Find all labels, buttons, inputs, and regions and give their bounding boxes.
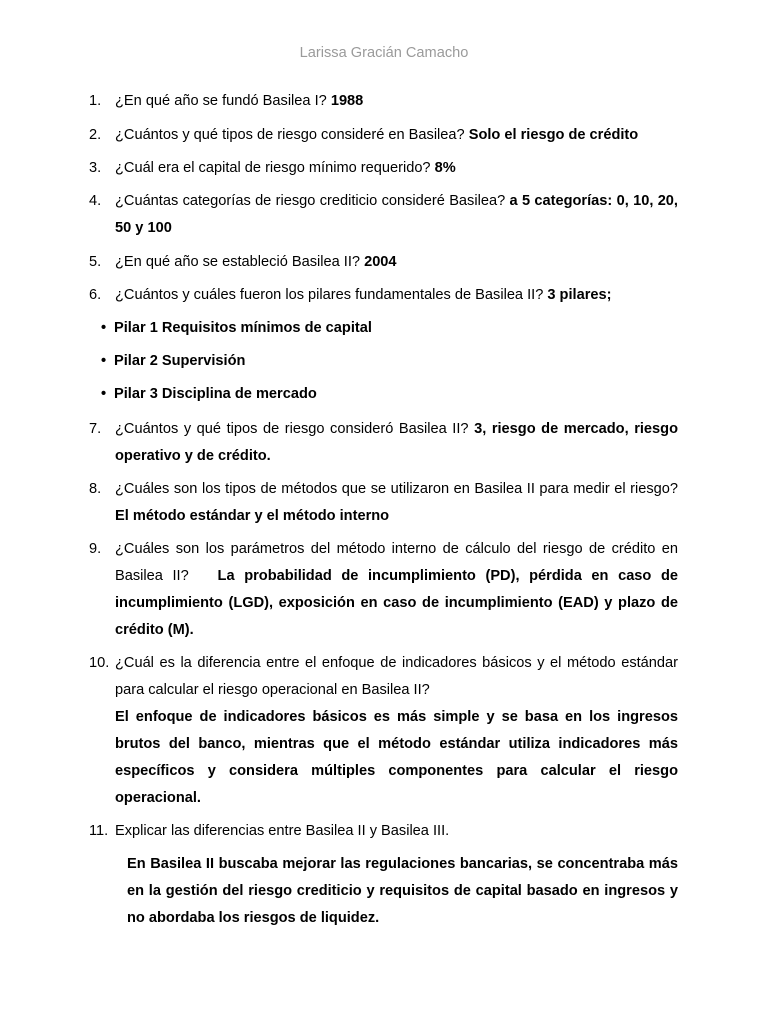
question-item-10 [89,650,678,812]
question-number: 5. [89,254,102,270]
bullet-icon: • [101,320,107,336]
bullet-icon: • [101,353,107,369]
question-number: 8. [89,481,102,497]
answer-text: 2004 [364,254,397,270]
question-item-1 [89,88,678,115]
question-item-7 [89,416,678,470]
pillar-bullet-1 [101,315,372,342]
answer-text: El enfoque de indicadores básicos es más simple y se basa en los ingresos brutos del banco, mientras que el método estándar utiliza indicadores más específicos y considera múltiples componentes para calcular el riesgo operacional. [115,709,678,806]
question-text: ¿Cuáles son los parámetros del método interno de cálculo del riesgo de crédito en Basilea II? [115,541,678,584]
question-text: ¿Cuántos y qué tipos de riesgo consideré en Basilea? [115,127,465,143]
question-item-3 [89,155,678,182]
answer-text: El método estándar y el método interno [115,508,390,524]
question-text: ¿Cuál era el capital de riesgo mínimo requerido? [115,160,431,176]
pillar-text: Pilar 1 Requisitos mínimos de capital [114,320,372,336]
pillar-bullet-3 [101,381,317,408]
question-number: 3. [89,160,102,176]
question-number: 2. [89,127,102,143]
question-item-2 [89,122,678,149]
answer-text: La probabilidad de incumplimiento (PD), pérdida en caso de incumplimiento (LGD), exposición en caso de incumplimiento (EAD) y plazo de crédito (M). [115,568,678,638]
answer-text: 8% [434,160,456,176]
question-number: 11. [89,823,109,839]
author-header: Larissa Gracián Camacho [299,45,469,61]
question-text: ¿En qué año se estableció Basilea II? [115,254,361,270]
pillar-text: Pilar 2 Supervisión [114,353,246,369]
answer-text: Solo el riesgo de crédito [468,127,639,143]
pillar-bullet-2 [101,348,245,375]
answer-text: a 5 categorías: 0, 10, 20, 50 y 100 [115,193,678,236]
question-number: 6. [89,287,102,303]
question-number: 10. [89,655,110,671]
question-item-5 [89,249,678,276]
answer-text: 1988 [330,93,364,109]
pillar-text: Pilar 3 Disciplina de mercado [114,386,317,402]
bullet-icon: • [101,386,107,402]
question-item-4 [89,188,678,242]
question-number: 9. [89,541,102,557]
question-item-9 [89,536,678,644]
question-item-8 [89,476,678,530]
question-text: Explicar las diferencias entre Basilea II y Basilea III. [115,823,450,839]
question-number: 4. [89,193,102,209]
question-text: ¿En qué año se fundó Basilea I? [115,93,327,109]
answer-text-11: En Basilea II buscaba mejorar las regulaciones bancarias, se concentraba más en la gestión del riesgo crediticio y requisitos de capital basado en ingresos y no abordaba los riesgos de liquidez. [127,856,678,926]
question-number: 7. [89,421,102,437]
answer-text: 3 pilares; [547,287,612,303]
question-text: ¿Cuántas categorías de riesgo crediticio consideré Basilea? [115,193,506,209]
question-text: ¿Cuáles son los tipos de métodos que se utilizaron en Basilea II para medir el riesgo? [115,481,678,497]
question-number: 1. [89,93,102,109]
question-text: ¿Cuántos y cuáles fueron los pilares fundamentales de Basilea II? [115,287,544,303]
question-item-6 [89,282,678,309]
question-item-11 [89,818,678,845]
answer-text: 3, riesgo de mercado, riesgo operativo y de crédito. [115,421,678,464]
question-text: ¿Cuál es la diferencia entre el enfoque de indicadores básicos y el método estándar para calcular el riesgo operacional en Basilea II? [115,655,678,698]
question-text: ¿Cuántos y qué tipos de riesgo consideró Basilea II? [115,421,469,437]
